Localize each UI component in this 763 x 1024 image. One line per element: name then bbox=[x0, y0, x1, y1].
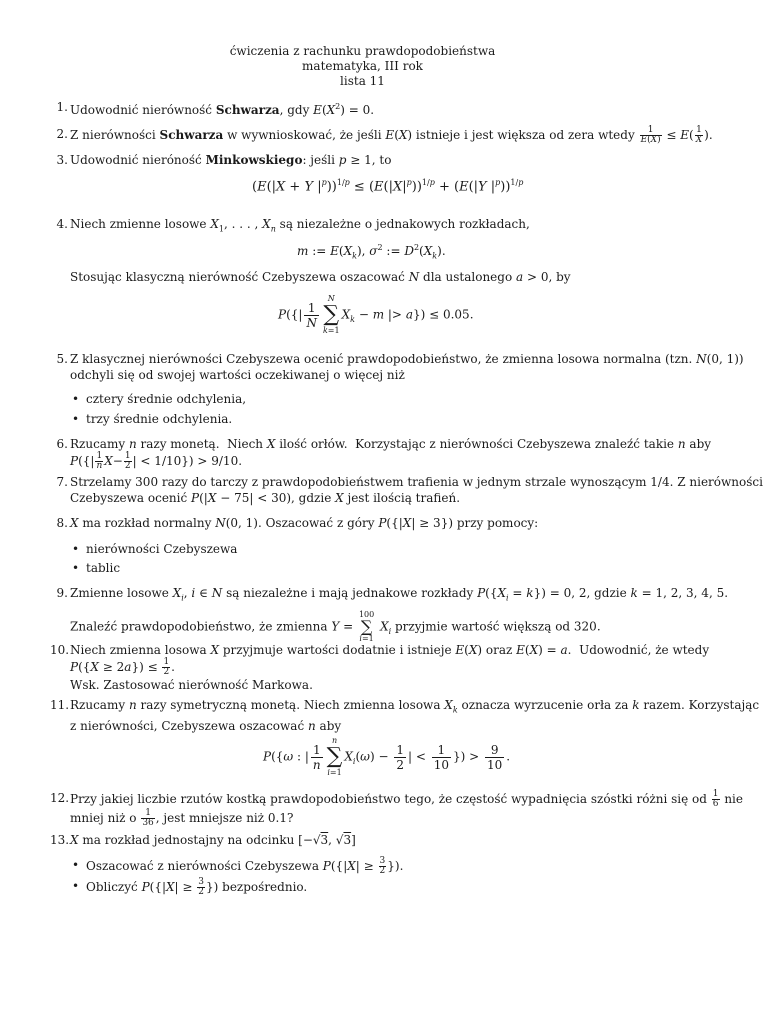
problem-7-line1: Strzelamy 300 razy do tarczy z prawdopodobieństwem trafienia w jednym strzale wynoszącym 1/4. Z nierówności bbox=[70, 475, 763, 489]
fraction: $\frac{1}{E(X)}$ bbox=[640, 125, 661, 145]
problem-number: 4. bbox=[56, 217, 68, 231]
problem-number: 10. bbox=[50, 643, 70, 657]
problem-8 bbox=[50, 515, 680, 531]
header-list: lista 11 bbox=[340, 74, 385, 88]
problem-3 bbox=[50, 152, 680, 168]
problem-text: Zmienne losowe $X_i$, i ∈ N są niezależne i mają jednakowe rozkłady $P(\{X_i = k\}) = 0$, 2, gdzie k = 1, 2, 3, 4, 5. Znaleźć prawdopodobieństwo, że zmienna Y = 100 ∑ i=1 $X_i$ przyjmie wartość większą od 320. bbox=[70, 586, 729, 644]
problem-text: Rzucamy n razy symetryczną monetą. Niech zmienna losowa $X_k$ oznacza wyrzucenie orła za k razem. Korzystając z nierówności, Czebyszewa oszacować n aby bbox=[70, 698, 760, 734]
problem-number: 13. bbox=[50, 833, 70, 847]
problem-12 bbox=[50, 789, 743, 828]
problem-number: 12. bbox=[50, 791, 70, 805]
moments-definition: m := $E(X_k)$, $\sigma^2$ := $D^2(X_k)$. bbox=[297, 243, 446, 261]
problem-10-hint: Wsk. Zastosować nierówność Markowa. bbox=[70, 678, 313, 692]
problem-number: 5. bbox=[56, 352, 68, 366]
coin-condition: P({ω : | $\frac{1}{n}$ n ∑ i=1 $X_i(\omega)$ − $\frac{1}{2}$ | < $\frac{1}{10}$ }) > $\frac{9}{10}$ . bbox=[263, 736, 511, 777]
bullet-item: • Obliczyć P({|X| ≥ $\frac{3}{2}$ }) bezpośrednio. bbox=[86, 878, 307, 897]
problem-13 bbox=[50, 832, 680, 848]
problem-text: Niech zmienne losowe $X_1$, . . . , $X_n$ są niezależne o jednakowych rozkładach, bbox=[70, 217, 530, 234]
minkowski-formula: (E(|X + Y $|^p))^{1/p} \le (E(|X|^p))^{1/p} + (E(|Y$ $|^p))^{1/p}$ bbox=[252, 178, 524, 195]
problem-5 bbox=[50, 351, 744, 383]
problem-number: 11. bbox=[50, 698, 70, 712]
problem-text: Rzucamy n razy monetą. Niech X ilość orłów. Korzystając z nierówności Czebyszewa znaleźć takie n aby P({| $\frac{1}{n}$ X− $\frac{1}{2}$ | < 1/10}) > 9/10. bbox=[70, 437, 712, 471]
problem-number: 6. bbox=[56, 437, 68, 451]
problem-6 bbox=[50, 436, 712, 471]
problem-10 bbox=[50, 642, 710, 693]
header-course: ćwiczenia z rachunku prawdopodobieństwa bbox=[229, 44, 496, 58]
problem-text: Udowodnić nieróność Minkowskiego: jeśli p ≥ 1, to bbox=[70, 153, 392, 167]
problem-text: Z nierówności Schwarza w wywnioskować, że jeśli E(X) istnieje i jest większa od zera wtedy $\frac{1}{E(X)}$ ≤ E( $\frac{1}{X}$ ). bbox=[70, 125, 713, 145]
problem-text: Niech zmienna losowa X przyjmuje wartości dodatnie i istnieje E(X) oraz E(X) = a. Udowodnić, że wtedy P({X ≥ 2a}) ≤ $\frac{1}{2}$ . Wsk. Zastosować nierówność Markowa. bbox=[70, 643, 710, 692]
bullet-item: • cztery średnie odchylenia, bbox=[86, 391, 246, 407]
problem-9 bbox=[50, 585, 729, 644]
problem-text: X ma rozkład normalny N(0, 1). Oszacować z góry P({|X| ≥ 3}) przy pomocy: bbox=[70, 516, 539, 530]
header-program: matematyka, III rok bbox=[302, 59, 423, 73]
problem-text: Udowodnić nierówność Schwarza, gdy $E(X^2) = 0$. bbox=[70, 102, 375, 117]
bullet-item: • nierówności Czebyszewa bbox=[86, 541, 237, 557]
problem-number: 1. bbox=[56, 100, 68, 114]
bullet-item: • Oszacować z nierówności Czebyszewa P({|X| ≥ $\frac{3}{2}$ }). bbox=[86, 857, 403, 876]
problem-number: 3. bbox=[56, 153, 68, 167]
problem-5-line2: odchyli się od swojej wartości oczekiwanej o więcej niż bbox=[70, 368, 405, 382]
problem-1 bbox=[50, 99, 680, 118]
problem-text: Przy jakiej liczbie rzutów kostką prawdopodobieństwo tego, że częstość wypadnięcia szóstki różni się od $\frac{1}{6}$ nie mniej niż o $\frac{1}{36}$ , jest mniejsze niż 0.1? bbox=[70, 789, 743, 828]
problem-4-text2: Stosując klasyczną nierówność Czebyszewa oszacować N dla ustalonego a > 0, by bbox=[70, 270, 571, 284]
problem-11 bbox=[50, 697, 760, 734]
bullet-item: • tablic bbox=[86, 560, 120, 576]
problem-number: 8. bbox=[56, 516, 68, 530]
problem-4 bbox=[50, 216, 680, 237]
problem-number: 9. bbox=[56, 586, 68, 600]
problem-2 bbox=[50, 125, 713, 145]
problem-7 bbox=[50, 474, 763, 506]
bullet-item: • trzy średnie odchylenia. bbox=[86, 411, 232, 427]
problem-text: Strzelamy 300 razy do tarczy z prawdopodobieństwem trafienia w jednym strzale wynoszącym 1/4. Z nierówności Czebyszewa ocenić P(|X − 75| < 30), gdzie X jest ilością trafień. bbox=[70, 475, 763, 505]
chebyshev-condition: P({| $\frac{1}{N}$ N ∑ k=1 $X_k - m$ |> a}) ≤ 0.05. bbox=[278, 294, 474, 335]
problem-number: 7. bbox=[56, 475, 68, 489]
problem-number: 2. bbox=[56, 127, 68, 141]
problem-text: X ma rozkład jednostajny na odcinku [−√3, √3] bbox=[70, 833, 356, 847]
sheet-header bbox=[0, 44, 725, 89]
problem-text: Z klasycznej nierówności Czebyszewa ocenić prawdopodobieństwo, że zmienna losowa normalna (tzn. N(0, 1)) odchyli się od swojej wartości oczekiwanej o więcej niż bbox=[70, 352, 744, 382]
fraction: $\frac{1}{X}$ bbox=[695, 125, 703, 145]
